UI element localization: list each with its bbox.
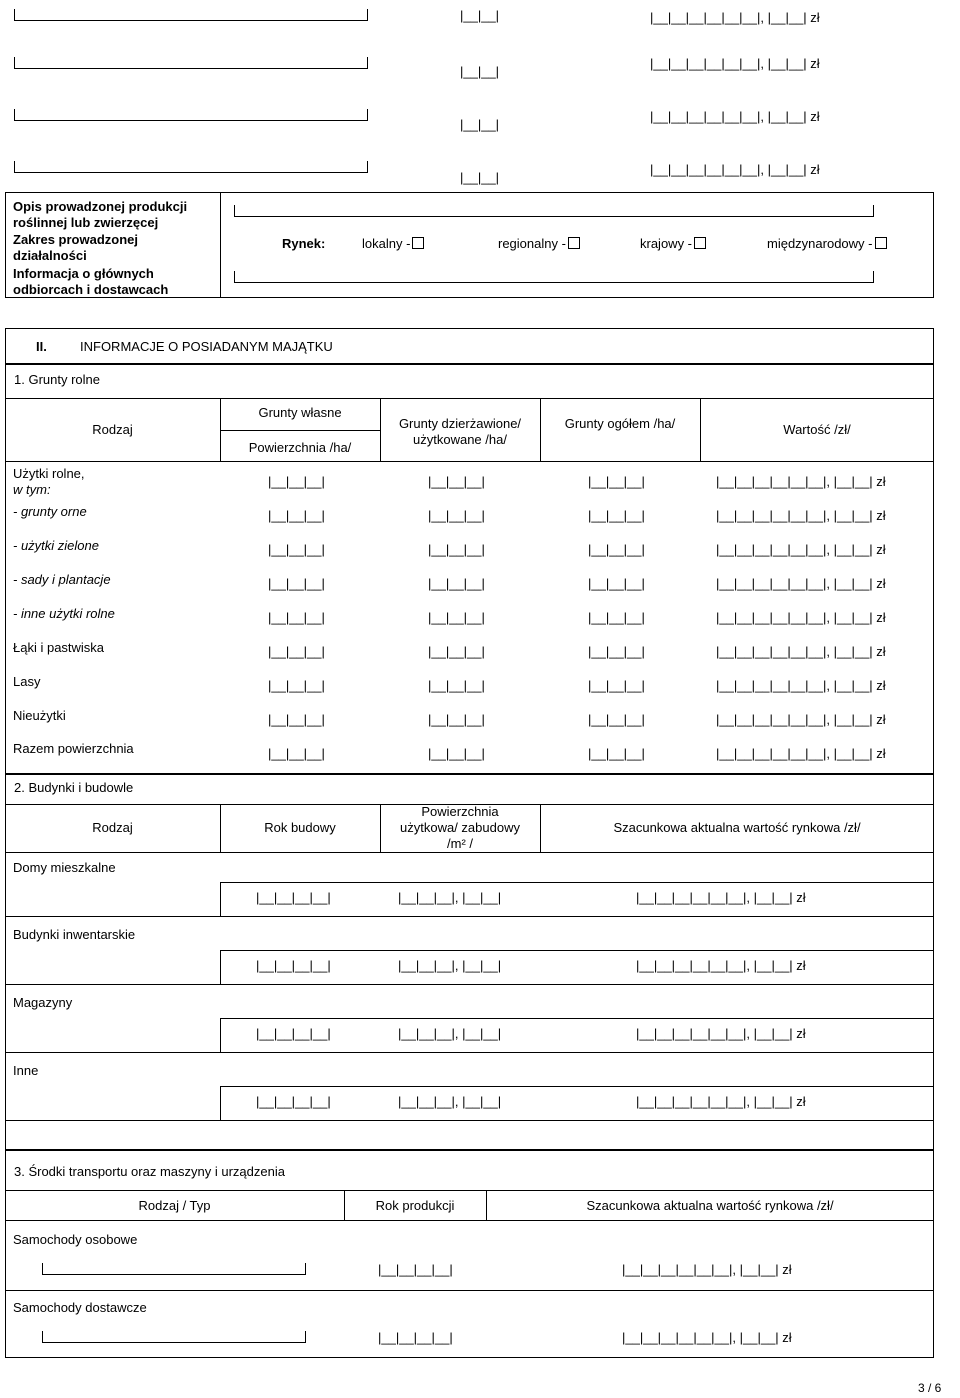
area-field[interactable]: |__|__|__|, |__|__| (398, 890, 502, 905)
ha-field[interactable]: |__|__|__| (588, 576, 645, 591)
col-rok-produkcji: Rok produkcji (375, 1198, 455, 1213)
row-label: Użytki rolne, (13, 466, 85, 481)
digits-field-3[interactable]: |__|__| (460, 117, 500, 132)
value-field[interactable]: |__|__|__|__|__|__|, |__|__| zł (636, 958, 806, 973)
ha-field[interactable]: |__|__|__| (428, 576, 485, 591)
ha-field[interactable]: |__|__|__| (588, 508, 645, 523)
value-field[interactable]: |__|__|__|__|__|__|, |__|__| zł (716, 542, 886, 557)
value-field[interactable]: |__|__|__|__|__|__|, |__|__| zł (636, 1026, 806, 1041)
year-field[interactable]: |__|__|__|__| (256, 1026, 331, 1041)
ha-field[interactable]: |__|__|__| (428, 746, 485, 761)
checkbox-icon[interactable] (694, 237, 706, 249)
name-line-2[interactable] (14, 56, 368, 69)
row-sublabel: w tym: (13, 482, 51, 497)
col-rodzaj: Rodzaj (92, 422, 133, 437)
ha-field[interactable]: |__|__|__| (588, 610, 645, 625)
row-label: Samochody dostawcze (13, 1300, 147, 1315)
row-label: - sady i plantacje (13, 572, 111, 587)
ha-field[interactable]: |__|__|__| (588, 542, 645, 557)
value-field[interactable]: |__|__|__|__|__|__|, |__|__| zł (716, 712, 886, 727)
ha-field[interactable]: |__|__|__| (428, 508, 485, 523)
row-label: Lasy (13, 674, 41, 689)
value-field[interactable]: |__|__|__|__|__|__|, |__|__| zł (716, 474, 886, 489)
checkbox-icon[interactable] (875, 237, 887, 249)
ha-field[interactable]: |__|__|__| (428, 712, 485, 727)
ha-field[interactable]: |__|__|__| (428, 644, 485, 659)
row-label: Budynki inwentarskie (13, 927, 136, 942)
grunty-heading: 1. Grunty rolne (14, 372, 100, 387)
amount-field-1[interactable]: |__|__|__|__|__|__|, |__|__| zł (650, 10, 820, 25)
value-field[interactable]: |__|__|__|__|__|__|, |__|__| zł (716, 746, 886, 761)
srodki-block (5, 1150, 934, 1358)
ha-field[interactable]: |__|__|__| (268, 542, 325, 557)
section2-title: INFORMACJE O POSIADANYM MAJĄTKU (80, 339, 333, 354)
ha-field[interactable]: |__|__|__| (588, 474, 645, 489)
budynki-heading: 2. Budynki i budowle (14, 780, 134, 795)
value-field[interactable]: |__|__|__|__|__|__|, |__|__| zł (716, 610, 886, 625)
digits-field-1[interactable]: |__|__| (460, 8, 500, 23)
name-line-4[interactable] (14, 160, 368, 173)
col-rodzaj-typ: Rodzaj / Typ (138, 1198, 211, 1213)
row-label: Domy mieszkalne (13, 860, 116, 875)
row-label: - inne użytki rolne (13, 606, 115, 621)
odbiorcy-line[interactable] (234, 270, 874, 283)
production-line[interactable] (234, 204, 874, 217)
row-label: - grunty orne (13, 504, 87, 519)
col-rok-budowy: Rok budowy (264, 820, 336, 835)
rynek-label: Rynek: (282, 236, 326, 251)
year-field[interactable]: |__|__|__|__| (256, 890, 331, 905)
value-field[interactable]: |__|__|__|__|__|__|, |__|__| zł (622, 1330, 792, 1345)
value-field[interactable]: |__|__|__|__|__|__|, |__|__| zł (716, 644, 886, 659)
label-production: Opis prowadzonej produkcji roślinnej lub zwierzęcej (13, 199, 188, 230)
label-zakres: Zakres prowadzonej działalności (13, 232, 138, 263)
ha-field[interactable]: |__|__|__| (268, 508, 325, 523)
ha-field[interactable]: |__|__|__| (268, 644, 325, 659)
col-wartosc: Szacunkowa aktualna wartość rynkowa /zł/ (613, 820, 861, 835)
ha-field[interactable]: |__|__|__| (268, 576, 325, 591)
digits-field-2[interactable]: |__|__| (460, 64, 500, 79)
ha-field[interactable]: |__|__|__| (268, 712, 325, 727)
ha-field[interactable]: |__|__|__| (428, 474, 485, 489)
area-field[interactable]: |__|__|__|, |__|__| (398, 1026, 502, 1041)
year-field[interactable]: |__|__|__|__| (256, 958, 331, 973)
value-field[interactable]: |__|__|__|__|__|__|, |__|__| zł (716, 678, 886, 693)
col-wlasne-sub: Powierzchnia /ha/ (248, 440, 352, 455)
area-field[interactable]: |__|__|__|, |__|__| (398, 958, 502, 973)
ha-field[interactable]: |__|__|__| (268, 678, 325, 693)
ha-field[interactable]: |__|__|__| (588, 644, 645, 659)
value-field[interactable]: |__|__|__|__|__|__|, |__|__| zł (716, 508, 886, 523)
ha-field[interactable]: |__|__|__| (588, 712, 645, 727)
ha-field[interactable]: |__|__|__| (588, 746, 645, 761)
checkbox-icon[interactable] (412, 237, 424, 249)
col-ogolem: Grunty ogółem /ha/ (564, 416, 676, 431)
page-number: 3 / 6 (918, 1381, 942, 1395)
col-dzierzawione: Grunty dzierżawione/ użytkowane /ha/ (398, 416, 522, 447)
ha-field[interactable]: |__|__|__| (588, 678, 645, 693)
amount-field-4[interactable]: |__|__|__|__|__|__|, |__|__| zł (650, 162, 820, 177)
row-label: - użytki zielone (13, 538, 99, 553)
name-line-3[interactable] (14, 108, 368, 121)
row-label: Samochody osobowe (13, 1232, 138, 1247)
ha-field[interactable]: |__|__|__| (268, 610, 325, 625)
srodki-heading: 3. Środki transportu oraz maszyny i urządzenia (14, 1164, 285, 1179)
market-national[interactable]: krajowy - (640, 236, 706, 251)
name-line-1[interactable] (14, 8, 368, 21)
value-field[interactable]: |__|__|__|__|__|__|, |__|__| zł (636, 890, 806, 905)
market-local[interactable]: lokalny - (362, 236, 424, 251)
ha-field[interactable]: |__|__|__| (428, 542, 485, 557)
year-field[interactable]: |__|__|__|__| (378, 1262, 453, 1277)
value-field[interactable]: |__|__|__|__|__|__|, |__|__| zł (636, 1094, 806, 1109)
ha-field[interactable]: |__|__|__| (428, 610, 485, 625)
market-international[interactable]: międzynarodowy - (767, 236, 887, 251)
checkbox-icon[interactable] (568, 237, 580, 249)
amount-field-3[interactable]: |__|__|__|__|__|__|, |__|__| zł (650, 109, 820, 124)
col-wartosc: Szacunkowa aktualna wartość rynkowa /zł/ (586, 1198, 834, 1213)
type-line[interactable] (42, 1330, 306, 1343)
col-rodzaj: Rodzaj (92, 820, 133, 835)
section2-num: II. (36, 339, 47, 354)
ha-field[interactable]: |__|__|__| (268, 474, 325, 489)
label-odbiorcy: Informacja o głównych odbiorcach i dostawcach (13, 266, 169, 297)
row-label: Inne (13, 1063, 39, 1078)
row-label: Łąki i pastwiska (13, 640, 105, 655)
value-field[interactable]: |__|__|__|__|__|__|, |__|__| zł (622, 1262, 792, 1277)
row-label: Magazyny (13, 995, 73, 1010)
year-field[interactable]: |__|__|__|__| (256, 1094, 331, 1109)
row-label: Nieużytki (13, 708, 66, 723)
amount-field-2[interactable]: |__|__|__|__|__|__|, |__|__| zł (650, 56, 820, 71)
type-line[interactable] (42, 1262, 306, 1275)
ha-field[interactable]: |__|__|__| (268, 746, 325, 761)
digits-field-4[interactable]: |__|__| (460, 170, 500, 185)
year-field[interactable]: |__|__|__|__| (378, 1330, 453, 1345)
ha-field[interactable]: |__|__|__| (428, 678, 485, 693)
value-field[interactable]: |__|__|__|__|__|__|, |__|__| zł (716, 576, 886, 591)
col-wlasne: Grunty własne (258, 405, 342, 420)
market-regional[interactable]: regionalny - (498, 236, 580, 251)
row-label-total: Razem powierzchnia (13, 741, 134, 756)
area-field[interactable]: |__|__|__|, |__|__| (398, 1094, 502, 1109)
col-wartosc: Wartość /zł/ (783, 422, 851, 437)
col-powierzchnia: Powierzchnia użytkowa/ zabudowy /m² / (400, 804, 520, 851)
